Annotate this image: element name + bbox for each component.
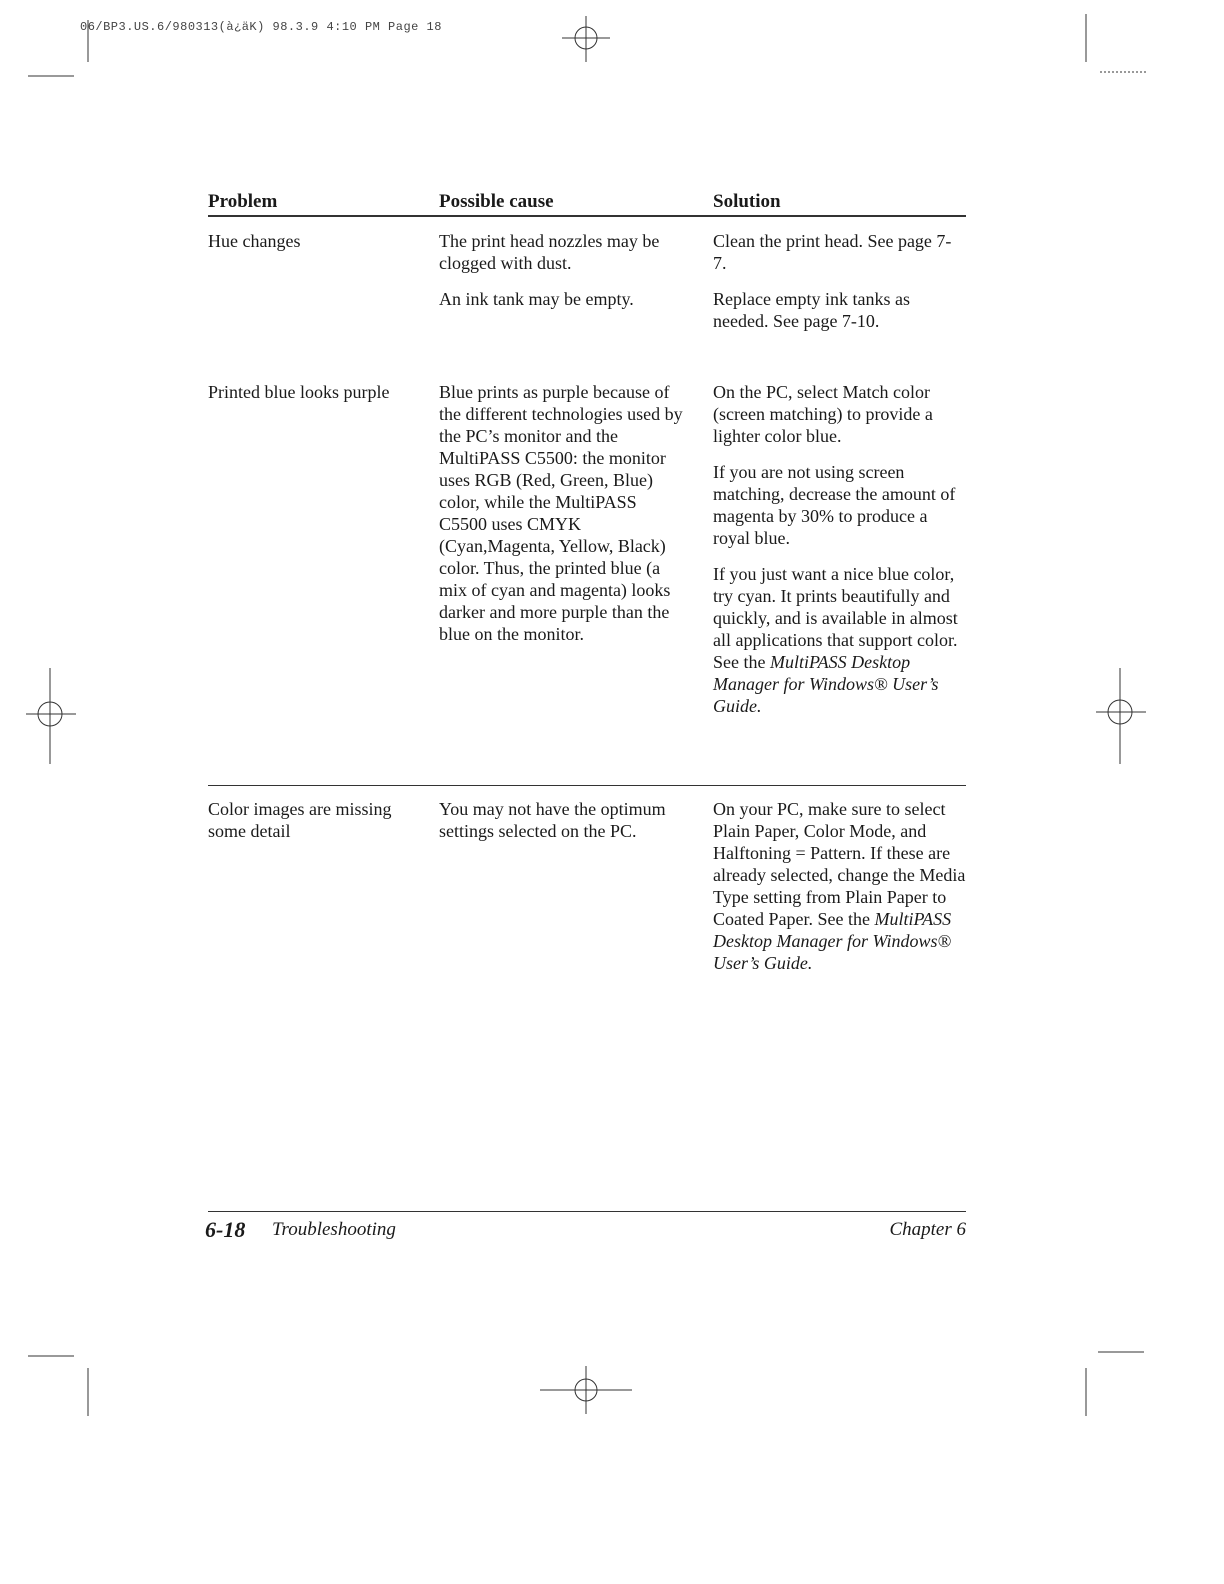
row-1-solution-2: Replace empty ink tanks as needed. See page 7-10. bbox=[713, 289, 910, 331]
row-2-solution-3-text: If you just want a nice blue color, try cyan. It prints beautifully and quickly, and is available in almost all applications that support color. See the bbox=[713, 564, 958, 672]
header-problem: Problem bbox=[208, 191, 278, 212]
row-3-guide-reference: MultiPASS Desktop Manager for Windows® User’s Guide. bbox=[713, 909, 952, 973]
header-solution: Solution bbox=[713, 191, 781, 212]
row-2-solution-2: If you are not using screen matching, decrease the amount of magenta by 30% to produce a royal blue. bbox=[713, 462, 956, 548]
row-2-cause: Blue prints as purple because of the different technologies used by the PC’s monitor and the MultiPASS C5500: the monitor uses RGB (Red, Green, Blue) color, while the MultiPASS C5500 uses CMYK (Cyan,Magenta, Yellow, Black) color. Thus, the printed blue (a mix of cyan and magenta) looks darker and more purple than the blue on the monitor. bbox=[439, 382, 683, 644]
registration-marks bbox=[26, 16, 1146, 1414]
row-divider bbox=[208, 785, 966, 786]
row-1-problem: Hue changes bbox=[208, 231, 301, 251]
header-possible-cause: Possible cause bbox=[439, 191, 554, 212]
row-2-guide-reference: MultiPASS Desktop Manager for Windows® User’s Guide. bbox=[713, 652, 939, 716]
row-3-solution-text: On your PC, make sure to select Plain Paper, Color Mode, and Halftoning = Pattern. If these are already selected, change the Media Type setting from Plain Paper to Coated Paper. See the bbox=[713, 799, 966, 929]
row-1-solution-cell bbox=[713, 230, 953, 346]
row-1-solution-1: Clean the print head. See page 7-7. bbox=[713, 231, 952, 273]
row-1-cause-2: An ink tank may be empty. bbox=[439, 289, 634, 309]
row-3-solution bbox=[713, 798, 968, 974]
row-3-cause: You may not have the optimum settings selected on the PC. bbox=[439, 799, 666, 841]
row-2-solution-3 bbox=[713, 563, 968, 717]
row-2-solution-1: On the PC, select Match color (screen matching) to provide a lighter color blue. bbox=[713, 382, 933, 446]
page-number: 6-18 bbox=[205, 1217, 246, 1242]
row-2-problem: Printed blue looks purple bbox=[208, 382, 390, 402]
row-1-cause-1: The print head nozzles may be clogged with dust. bbox=[439, 231, 660, 273]
header-rule bbox=[208, 215, 966, 217]
print-slug-line: 06/BP3.US.6/980313(à¿äK) 98.3.9 4:10 PM Page 18 bbox=[80, 20, 442, 34]
row-3-problem: Color images are missing some detail bbox=[208, 799, 392, 841]
row-2-solution-cell bbox=[713, 381, 968, 731]
row-1-cause-cell bbox=[439, 230, 689, 324]
footer-rule bbox=[208, 1211, 966, 1212]
section-title: Troubleshooting bbox=[272, 1219, 396, 1240]
chapter-label: Chapter 6 bbox=[889, 1219, 966, 1240]
